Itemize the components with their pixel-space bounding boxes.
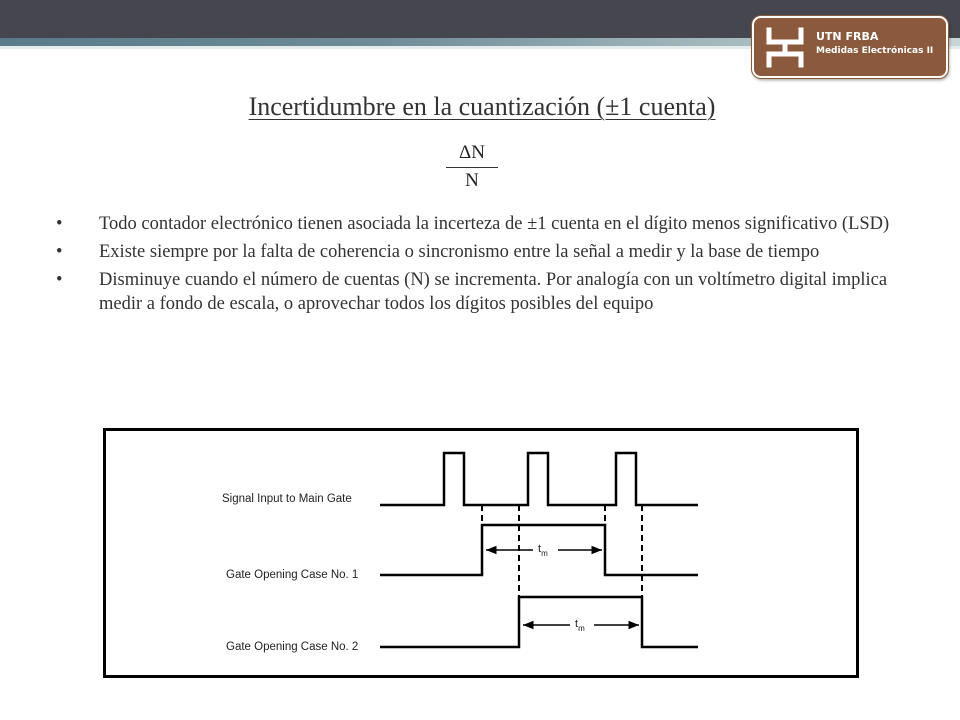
gate-case-2-label: Gate Opening Case No. 2 — [226, 641, 359, 653]
timing-diagram — [103, 428, 859, 678]
utn-emblem-icon — [762, 24, 808, 70]
bullet-item — [56, 212, 896, 236]
gate-case-1-label: Gate Opening Case No. 1 — [226, 569, 359, 581]
bullet-list — [56, 212, 896, 320]
delta-n-fraction — [440, 142, 504, 192]
fraction-numerator: ΔN — [459, 142, 485, 163]
slide-title: Incertidumbre en la cuantización (±1 cuenta) — [248, 92, 716, 121]
tm-label-case-1: $t_m$ — [538, 543, 548, 558]
logo-title: UTN FRBA — [816, 30, 879, 43]
bullet-text: Todo contador electrónico tienen asociada la incerteza de ±1 cuenta en el dígito menos significativo (LSD) — [99, 214, 890, 234]
bullet-text: Disminuye cuando el número de cuentas (N) se incrementa. Por analogía con un voltímetro digital implica medir a fondo de escala, o aprovechar todos los dígitos posibles del equipo — [99, 270, 888, 314]
utn-logo — [752, 16, 948, 78]
signal-input-label: Signal Input to Main Gate — [222, 493, 352, 505]
bullet-dot: • — [56, 270, 63, 290]
bullet-dot: • — [56, 214, 63, 234]
signal-waveform — [380, 453, 698, 505]
timing-diagram-svg — [106, 431, 856, 675]
bullet-text: Existe siempre por la falta de coherencia o sincronismo entre la señal a medir y la base de tiempo — [99, 242, 820, 262]
logo-subtitle: Medidas Electrónicas II — [816, 46, 934, 56]
tm-label-case-2: $t_m$ — [575, 618, 585, 633]
bullet-dot: • — [56, 242, 63, 262]
bullet-item — [56, 268, 896, 316]
bullet-item — [56, 240, 896, 264]
gate-case-2-waveform — [380, 597, 698, 647]
fraction-denominator: N — [465, 170, 479, 191]
